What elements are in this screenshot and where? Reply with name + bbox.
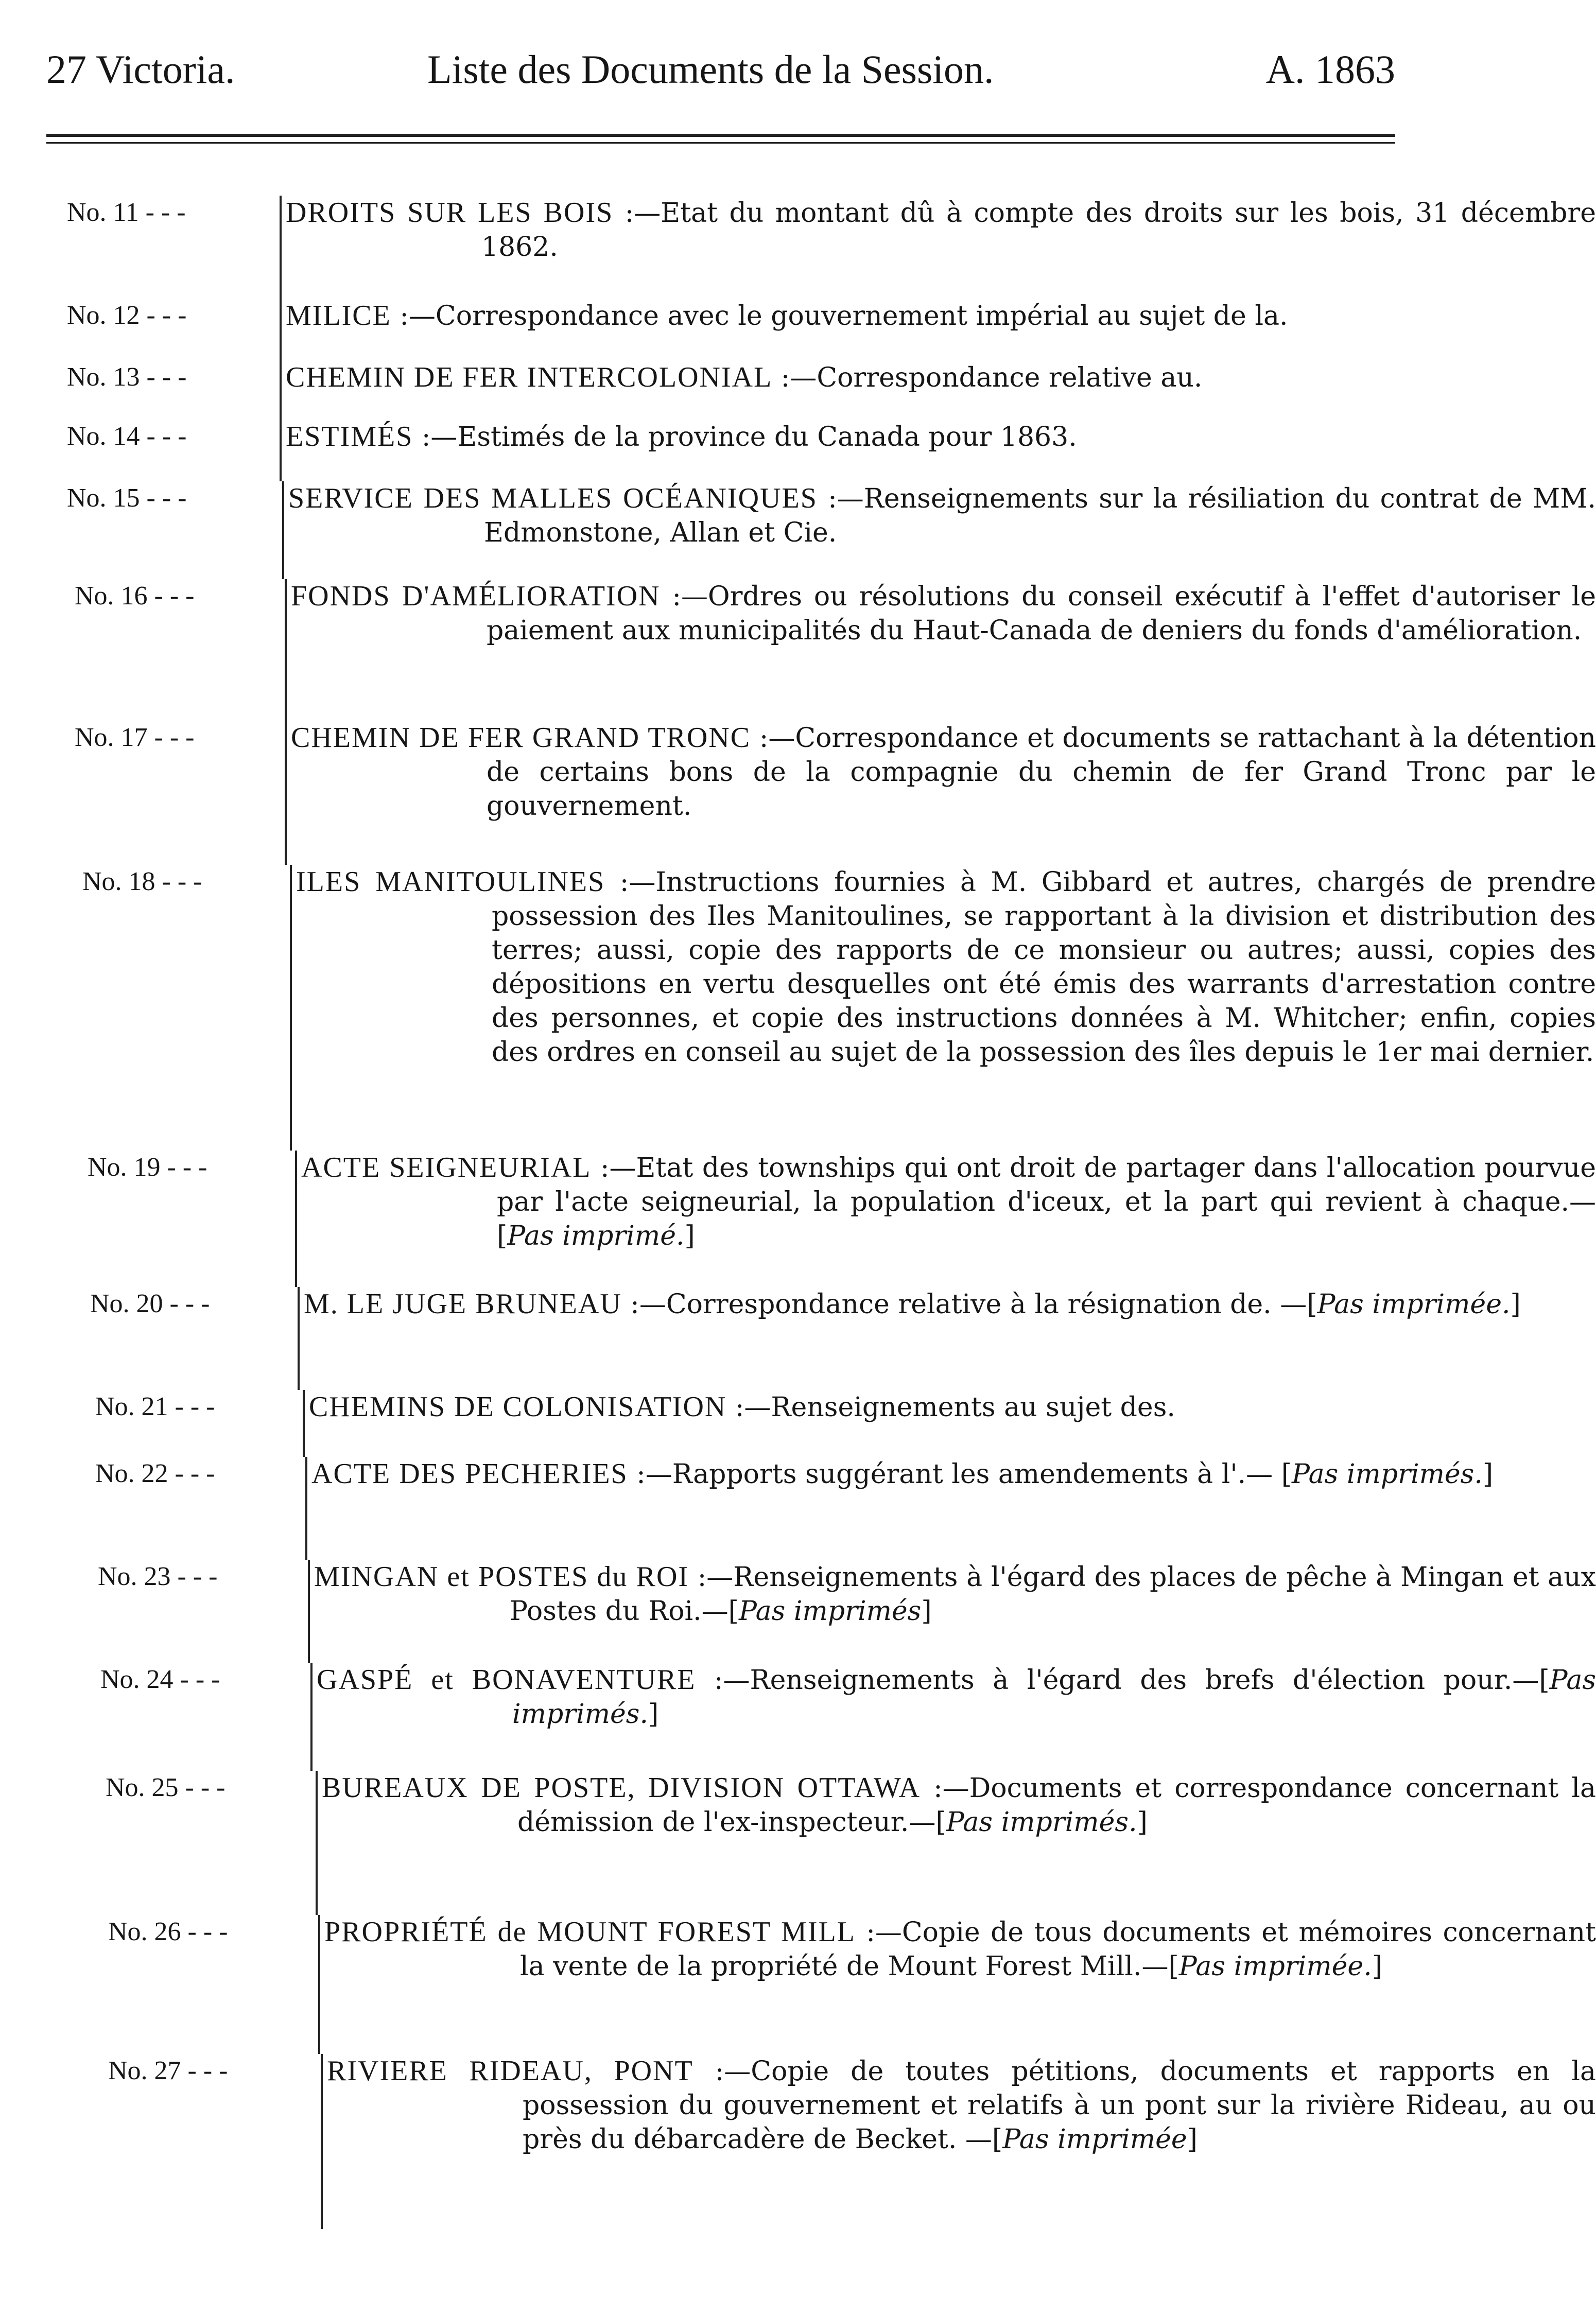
entry-heading: SERVICE DES MALLES OCÉANIQUES xyxy=(288,482,818,514)
document-number: No. 26 - - - xyxy=(108,1917,228,1946)
print-status-note: Pas imprimé. xyxy=(507,1221,685,1251)
entry-heading: ACTE SEIGNEURIAL xyxy=(301,1152,592,1183)
closing-bracket: ] xyxy=(1137,1807,1148,1838)
document-number: No. 16 - - - xyxy=(75,581,195,611)
entry-description: :—Renseignements à l'égard des places de pêche à Mingan et aux Postes du Roi.—[ xyxy=(510,1562,1596,1627)
entry-heading: CHEMINS DE COLONISATION xyxy=(309,1391,727,1423)
document-entry xyxy=(324,1915,1596,1983)
column-divider xyxy=(303,1390,305,1457)
closing-bracket: ] xyxy=(1482,1459,1494,1490)
entry-heading: GASPÉ et BONAVENTURE xyxy=(317,1664,696,1696)
document-number: No. 23 - - - xyxy=(98,1562,218,1591)
entry-heading: CHEMIN DE FER INTERCOLONIAL xyxy=(286,361,773,393)
column-divider xyxy=(285,579,287,721)
document-number: No. 18 - - - xyxy=(82,867,202,896)
entry-heading: PROPRIÉTÉ de MOUNT FOREST MILL xyxy=(324,1916,856,1948)
header-rule xyxy=(46,134,1395,137)
column-divider xyxy=(310,1663,313,1771)
entry-heading: MINGAN et POSTES du ROI xyxy=(314,1561,689,1593)
column-divider xyxy=(282,481,284,579)
entry-heading: MILICE xyxy=(286,300,391,332)
header-session: 27 Victoria. xyxy=(46,47,235,92)
document-entry xyxy=(291,721,1596,823)
print-status-note: Pas imprimée xyxy=(1002,2124,1187,2155)
document-number: No. 22 - - - xyxy=(95,1459,215,1488)
document-entry xyxy=(317,1663,1596,1731)
column-divider xyxy=(280,288,282,360)
document-entry xyxy=(304,1287,1596,1321)
entry-description: :—Correspondance relative à la résignation de. —[ xyxy=(621,1289,1317,1320)
document-entry xyxy=(286,196,1596,264)
column-divider xyxy=(280,360,282,420)
document-number: No. 21 - - - xyxy=(95,1392,215,1421)
entry-heading: ESTIMÉS xyxy=(286,421,413,452)
header-rule-thin xyxy=(46,142,1395,144)
entry-description: :—Renseignements à l'égard des brefs d'élection pour.—[ xyxy=(696,1665,1550,1696)
document-entry xyxy=(314,1560,1596,1628)
document-number: No. 13 - - - xyxy=(67,362,187,392)
document-number: No. 25 - - - xyxy=(106,1773,225,1802)
entry-description: :—Rapports suggérant les amendements à l'.— [ xyxy=(628,1459,1292,1490)
entry-description: :—Renseignements au sujet des. xyxy=(726,1392,1175,1423)
closing-bracket: ] xyxy=(1372,1951,1383,1982)
column-divider xyxy=(305,1457,307,1560)
document-number: No. 14 - - - xyxy=(67,422,187,451)
entry-heading: RIVIERE RIDEAU, PONT xyxy=(327,2055,693,2087)
document-number: No. 19 - - - xyxy=(88,1153,207,1182)
entry-description: :—Documents et correspondance concernant la démission de l'ex-inspecteur.—[ xyxy=(517,1773,1596,1838)
document-entry xyxy=(286,360,1596,395)
entry-description: :—Correspondance avec le gouvernement impérial au sujet de la. xyxy=(391,301,1288,332)
document-entry xyxy=(322,1771,1596,1839)
document-number: No. 15 - - - xyxy=(67,483,187,513)
document-entry xyxy=(311,1457,1596,1491)
entry-heading: ACTE DES PECHERIES xyxy=(311,1458,628,1490)
document-entry xyxy=(288,481,1596,550)
entry-description: :—Ordres ou résolutions du conseil exécutif à l'effet d'autoriser le paiement aux municipalités du Haut-Canada de deniers du fonds d'amélioration. xyxy=(487,581,1596,646)
document-entry xyxy=(327,2054,1596,2156)
document-entry xyxy=(286,299,1596,333)
column-divider xyxy=(295,1151,297,1287)
header-year: A. 1863 xyxy=(1265,47,1395,92)
column-divider xyxy=(280,196,282,288)
entry-description: :—Correspondance relative au. xyxy=(772,362,1203,393)
column-divider xyxy=(321,2054,323,2229)
print-status-note: Pas imprimés. xyxy=(512,1665,1596,1730)
closing-bracket: ] xyxy=(1187,2124,1198,2155)
document-number: No. 20 - - - xyxy=(90,1289,210,1318)
document-number: No. 11 - - - xyxy=(67,198,186,227)
document-entry xyxy=(309,1390,1596,1424)
page-header xyxy=(46,41,1395,108)
print-status-note: Pas imprimés. xyxy=(1292,1459,1483,1490)
document-entry xyxy=(286,420,1596,454)
column-divider xyxy=(290,865,292,1151)
document-entry xyxy=(301,1151,1596,1253)
entry-heading: FONDS D'AMÉLIORATION xyxy=(291,580,661,612)
entry-description: :—Copie de tous documents et mémoires concernant la vente de la propriété de Mount Forest Mill.—[ xyxy=(520,1917,1596,1982)
print-status-note: Pas imprimés. xyxy=(946,1807,1137,1838)
column-divider xyxy=(308,1560,310,1663)
closing-bracket: ] xyxy=(648,1699,659,1730)
closing-bracket: ] xyxy=(921,1596,932,1627)
entry-description: :—Etat des townships qui ont droit de partager dans l'allocation pourvue par l'acte seigneurial, la population d'iceux, et la part qui revient à chaque.—[ xyxy=(497,1153,1596,1251)
closing-bracket: ] xyxy=(1510,1289,1521,1320)
entry-heading: DROITS SUR LES BOIS xyxy=(286,197,614,229)
entry-description: :—Etat du montant dû à compte des droits sur les bois, 31 décembre 1862. xyxy=(481,198,1596,263)
entry-heading: BUREAUX DE POSTE, DIVISION OTTAWA xyxy=(322,1772,921,1804)
closing-bracket: ] xyxy=(684,1221,695,1251)
document-number: No. 17 - - - xyxy=(75,723,195,752)
entry-heading: CHEMIN DE FER GRAND TRONC xyxy=(291,722,751,754)
document-entry xyxy=(291,579,1596,648)
document-number: No. 24 - - - xyxy=(100,1665,220,1694)
document-number: No. 27 - - - xyxy=(108,2056,228,2085)
document-entry xyxy=(296,865,1596,1069)
entry-heading: ILES MANITOULINES xyxy=(296,866,605,898)
header-title: Liste des Documents de la Session. xyxy=(427,47,994,92)
column-divider xyxy=(280,420,282,481)
column-divider xyxy=(285,721,287,865)
column-divider xyxy=(298,1287,300,1390)
entry-description: :—Renseignements sur la résiliation du contrat de MM. Edmonstone, Allan et Cie. xyxy=(484,483,1596,548)
print-status-note: Pas imprimée. xyxy=(1317,1289,1511,1320)
entry-heading: M. LE JUGE BRUNEAU xyxy=(304,1288,622,1320)
entry-description: :—Estimés de la province du Canada pour 1863. xyxy=(413,422,1077,452)
column-divider xyxy=(318,1915,320,2054)
entry-description: :—Instructions fournies à M. Gibbard et autres, chargés de prendre possession des Iles Manitoulines, se rapportant à la division et distribution des terres; aussi, copie des rapports de ce monsieur ou autres; aussi, copies des dépositions en vertu desquelles ont été émis des warrants d'arrestation contre des personnes, et copie des instructions données à M. Whitcher; enfin, copies des ordres en conseil au sujet de la possession des îles depuis le 1er mai dernier. xyxy=(492,867,1596,1068)
print-status-note: Pas imprimée. xyxy=(1178,1951,1372,1982)
print-status-note: Pas imprimés xyxy=(738,1596,922,1627)
document-number: No. 12 - - - xyxy=(67,301,187,330)
entry-description: :—Copie de toutes pétitions, documents et rapports en la possession du gouvernement et relatifs à un pont sur la rivière Rideau, au ou près du débarcadère de Becket. —[ xyxy=(523,2056,1596,2155)
column-divider xyxy=(316,1771,318,1915)
entry-description: :—Correspondance et documents se rattachant à la détention de certains bons de la compagnie du chemin de fer Grand Tronc par le gouvernement. xyxy=(487,723,1596,822)
